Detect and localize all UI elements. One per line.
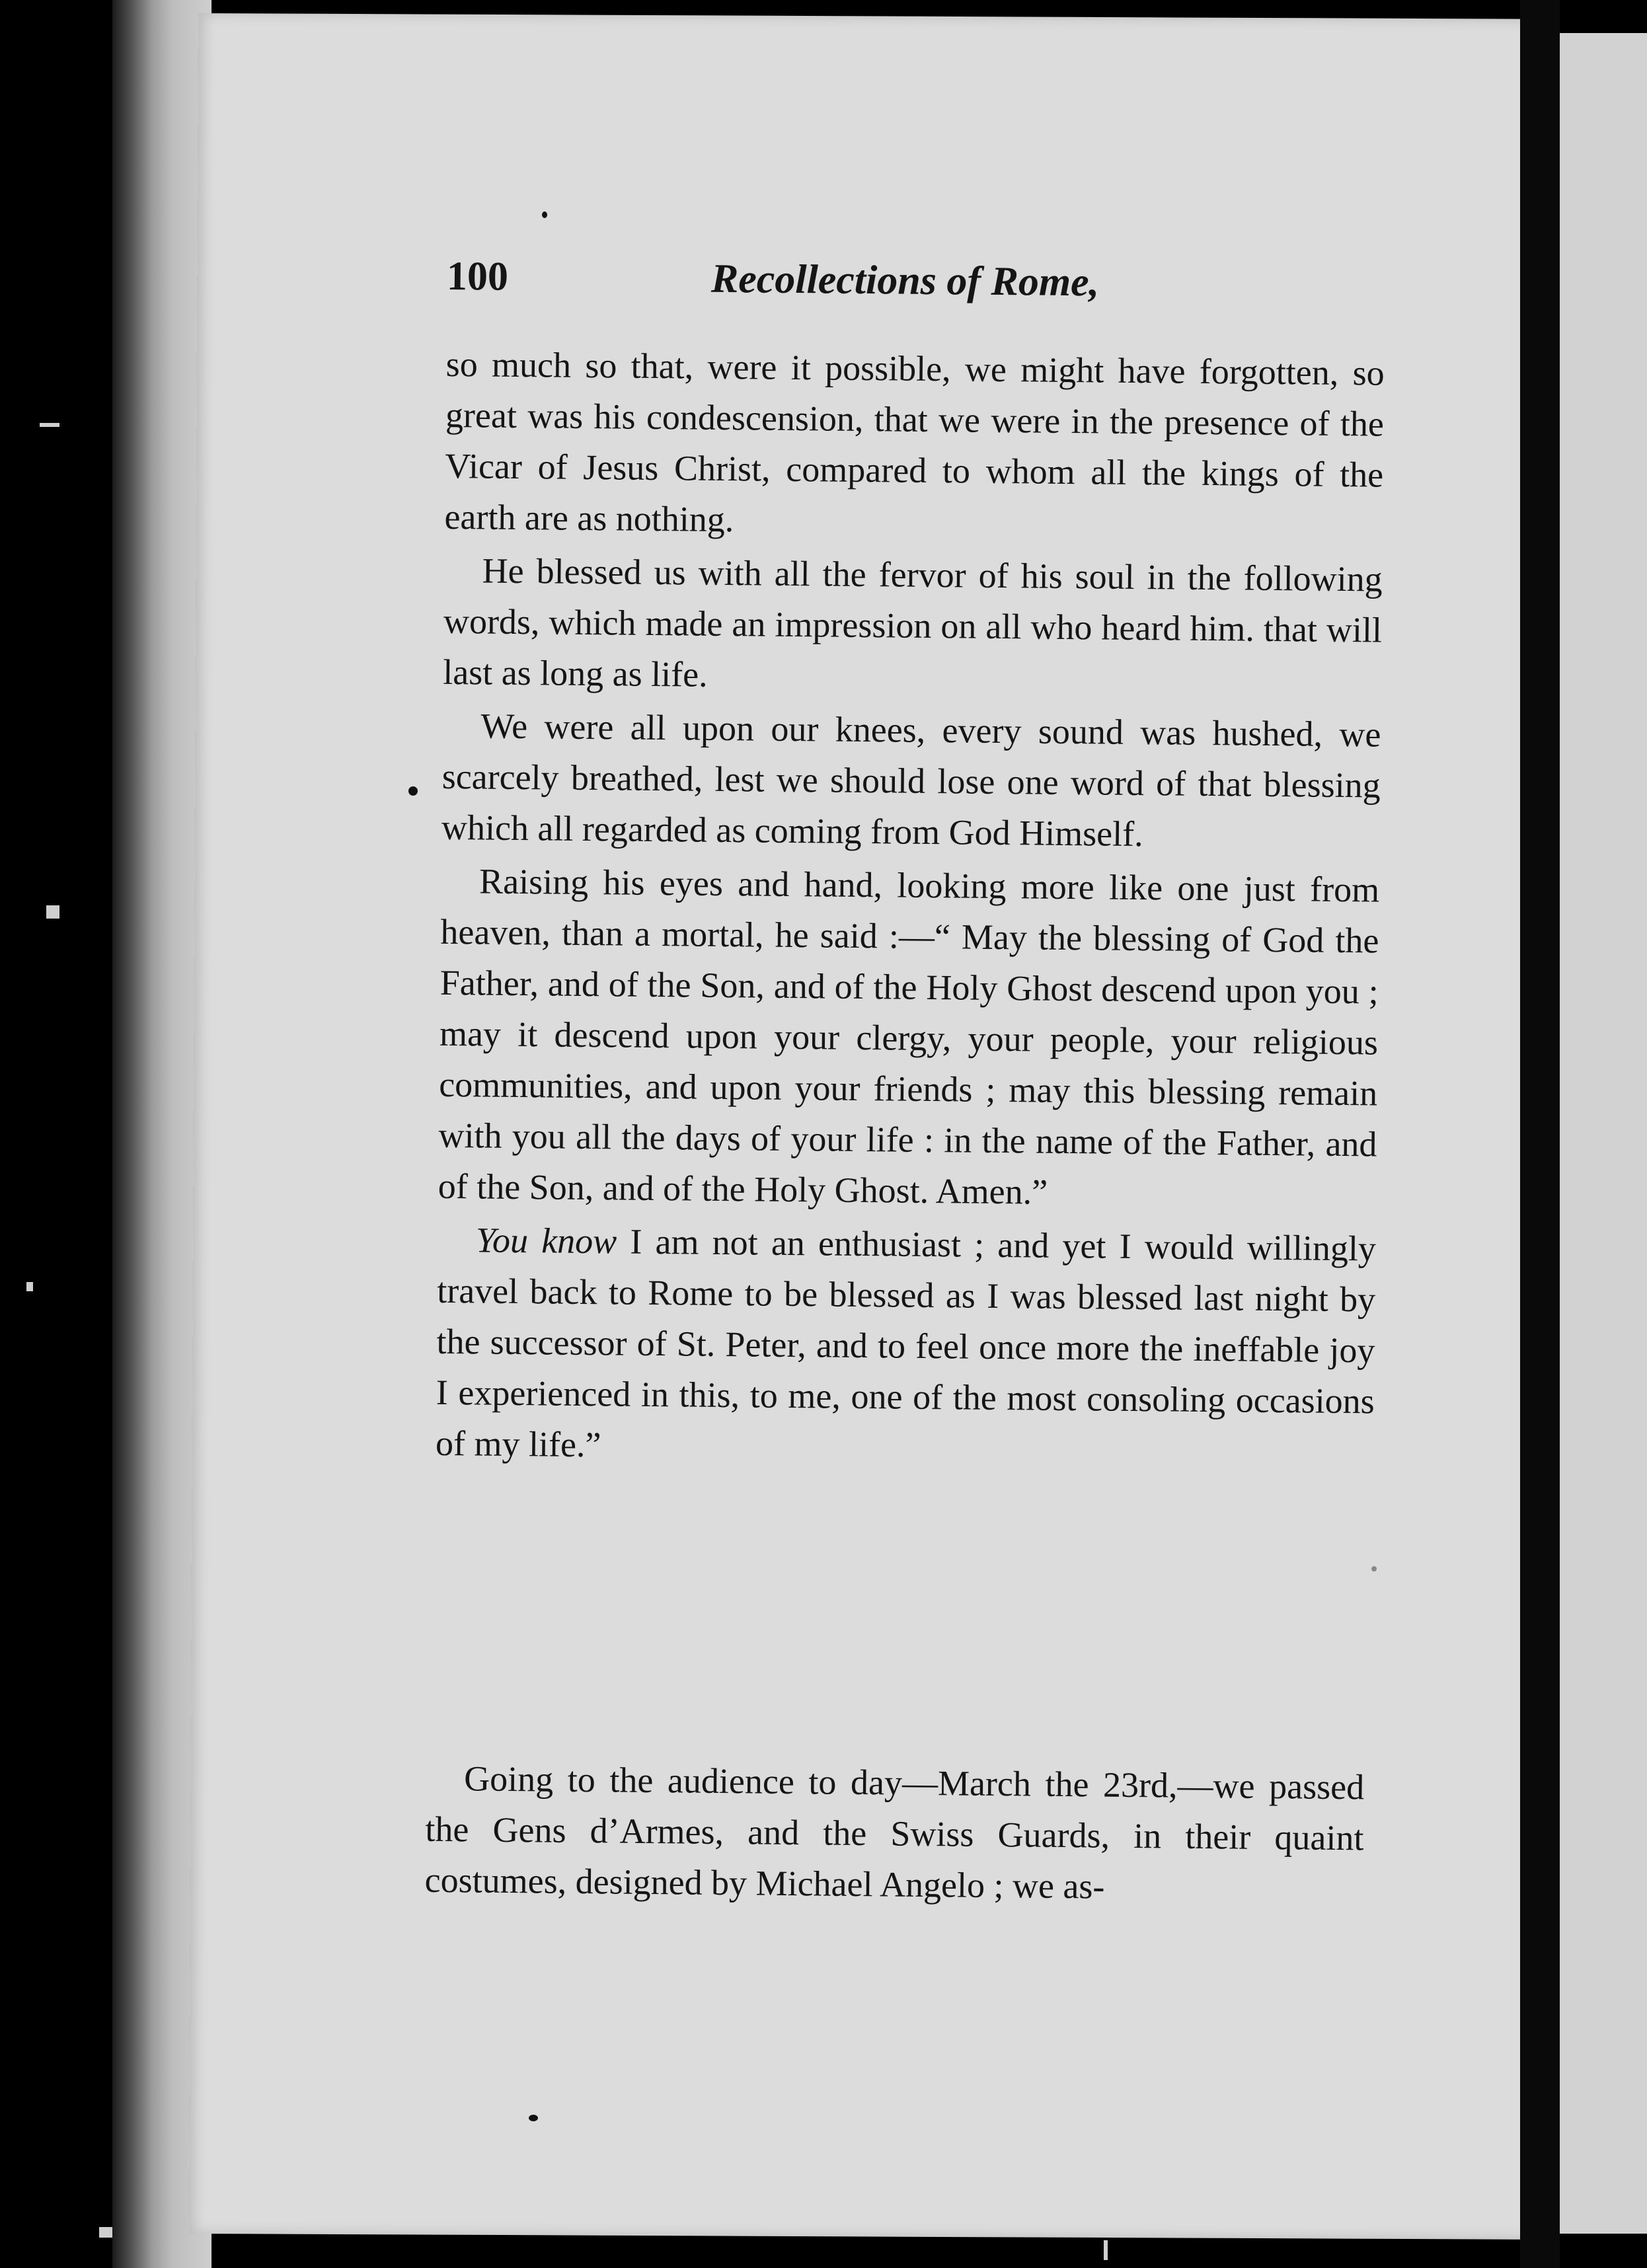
paragraph: so much so that, were it possible, we might have forgotten, so great was his condescension, that we were in the presence of the Vicar of Jesus Christ, compared to whom all the kings of the earth are as nothing. — [444, 344, 1385, 540]
scan-mark — [26, 1282, 33, 1291]
paragraph: Going to the audience to day—March the 23rd,—we passed the Gens d’Armes, and the Swiss Guards, in their quaint costumes, designed by Michael Angelo ; we as- — [424, 1758, 1365, 1907]
book-gutter — [1520, 0, 1560, 2268]
scan-speck — [408, 786, 418, 796]
scan-mark — [46, 905, 59, 919]
scan-mark — [1104, 2240, 1108, 2260]
main-text — [436, 339, 1385, 1481]
adjacent-page — [1560, 33, 1647, 2234]
paragraph: We were all upon our knees, every sound was hushed, we scarcely breathed, lest we should lose one word of that blessing which all regarded as coming from God Himself. — [441, 706, 1381, 854]
page-number: 100 — [446, 253, 509, 299]
page-header — [446, 253, 1372, 321]
paragraph: He blessed us with all the fervor of his soul in the following words, which made an impression on all who heard him. that will last as long as life. — [442, 550, 1383, 695]
scan-speck — [529, 2115, 538, 2121]
paragraph-text: I am not an enthusiast ; and yet I would willingly travel back to Rome to be blessed as I was blessed last night by the successor of St. Peter, and to feel once more the ineffable joy I experienced in this, to me, one of the most consoling occasions of my life.” — [435, 1221, 1377, 1465]
section-text — [424, 1753, 1364, 1918]
running-title: Recollections of Rome, — [710, 256, 1100, 305]
paragraph: Raising his eyes and hand, looking more like one just from heaven, than a mortal, he said :—“ May the blessing of God the Father, and of the Son, and of the Holy Ghost descend upon you ; may it descend upon your clergy, your people, your religious communities, and upon your friends ; may this blessing remain with you all the days of your life : in the name of the Father, and of the Son, and of the Holy Ghost. Amen.” — [438, 861, 1380, 1212]
paragraph — [436, 1215, 1377, 1478]
scan-speck — [1371, 1566, 1377, 1571]
scan-speck — [542, 211, 547, 218]
page-content — [245, 0, 1385, 1907]
italic-phrase: You know — [475, 1220, 617, 1262]
scan-mark — [99, 2227, 112, 2238]
scan-mark — [40, 423, 59, 427]
